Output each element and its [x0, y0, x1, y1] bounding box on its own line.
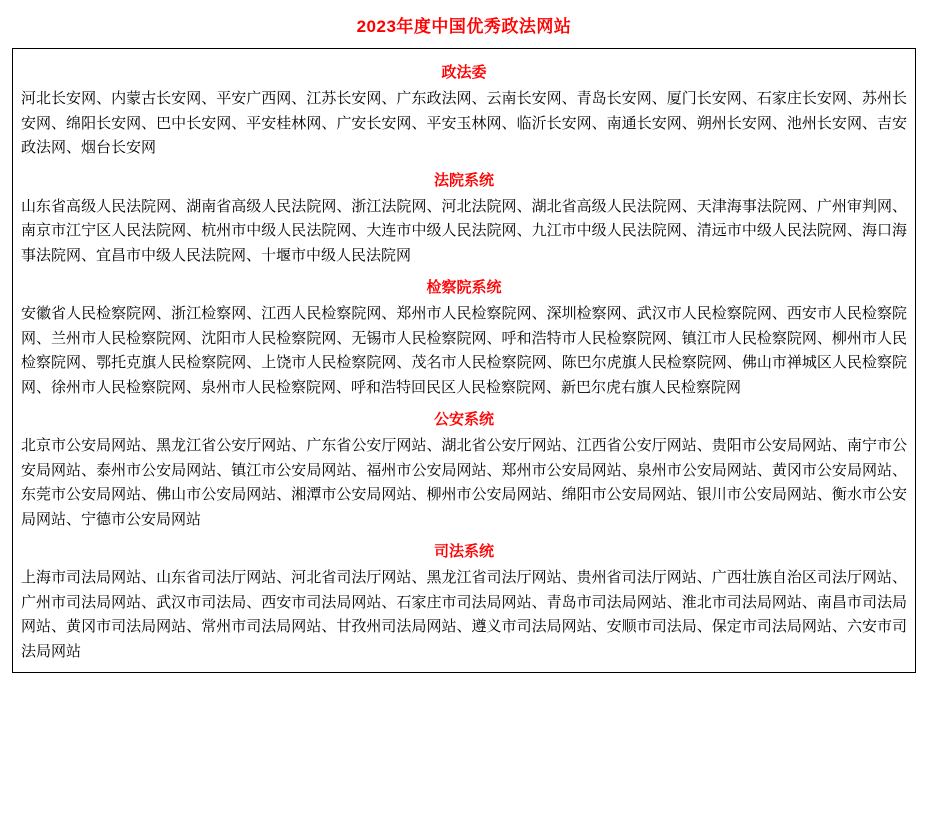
section-public-security-system [21, 406, 907, 532]
section-heading: 司法系统 [433, 543, 494, 560]
section-heading: 法院系统 [433, 171, 494, 189]
section-body: 北京市公安局网站、黑龙江省公安厅网站、广东省公安厅网站、湖北省公安厅网站、江西省公安厅网站、贵阳市公安局网站、南宁市公安局网站、泰州市公安局网站、镇江市公安局网站、福州市公安局网站、郑州市公安局网站、泉州市公安局网站、黄冈市公安局网站、东莞市公安局网站、佛山市公安局网站、湘潭市公安局网站、柳州市公安局网站、绵阳市公安局网站、银川市公安局网站、衡水市公安局网站、宁德市公安局网站 [21, 437, 907, 528]
page-title: 2023年度中国优秀政法网站 [356, 17, 572, 36]
section-heading: 政法委 [441, 64, 487, 81]
section-body: 上海市司法局网站、山东省司法厅网站、河北省司法厅网站、黑龙江省司法厅网站、贵州省司法厅网站、广西壮族自治区司法厅网站、广州市司法局网站、武汉市司法局、西安市司法局网站、石家庄市司法局网站、青岛市司法局网站、淮北市司法局网站、南昌市司法局网站、黄冈市司法局网站、常州市司法局网站、甘孜州司法局网站、遵义市司法局网站、安顺市司法局、保定市司法局网站、六安市司法局网站 [21, 569, 907, 660]
section-body: 山东省高级人民法院网、湖南省高级人民法院网、浙江法院网、河北法院网、湖北省高级人民法院网、天津海事法院网、广州审判网、南京市江宁区人民法院网、杭州市中级人民法院网、大连市中级人民法院网、九江市中级人民法院网、清远市中级人民法院网、海口海事法院网、宜昌市中级人民法院网、十堰市中级人民法院网 [21, 197, 907, 264]
section-heading: 公安系统 [433, 411, 494, 428]
section-body: 安徽省人民检察院网、浙江检察网、江西人民检察院网、郑州市人民检察院网、深圳检察网、武汉市人民检察院网、西安市人民检察院网、兰州市人民检察院网、沈阳市人民检察院网、无锡市人民检察院网、呼和浩特市人民检察院网、镇江市人民检察院网、柳州市人民检察院网、鄂托克旗人民检察院网、上饶市人民检察院网、茂名市人民检察院网、陈巴尔虎旗人民检察院网、佛山市禅城区人民检察院网、徐州市人民检察院网、泉州市人民检察院网、呼和浩特回民区人民检察院网、新巴尔虎右旗人民检察院网 [21, 305, 907, 396]
section-court-system [21, 167, 907, 269]
section-zhengfawei [21, 59, 907, 161]
awards-table [12, 48, 916, 673]
section-procuratorate-system [21, 274, 907, 400]
section-body: 河北长安网、内蒙古长安网、平安广西网、江苏长安网、广东政法网、云南长安网、青岛长安网、厦门长安网、石家庄长安网、苏州长安网、绵阳长安网、巴中长安网、平安桂林网、广安长安网、平安玉林网、临沂长安网、南通长安网、朔州长安网、池州长安网、吉安政法网、烟台长安网 [21, 90, 907, 156]
section-heading: 检察院系统 [426, 279, 502, 296]
section-judicial-system [21, 538, 907, 664]
